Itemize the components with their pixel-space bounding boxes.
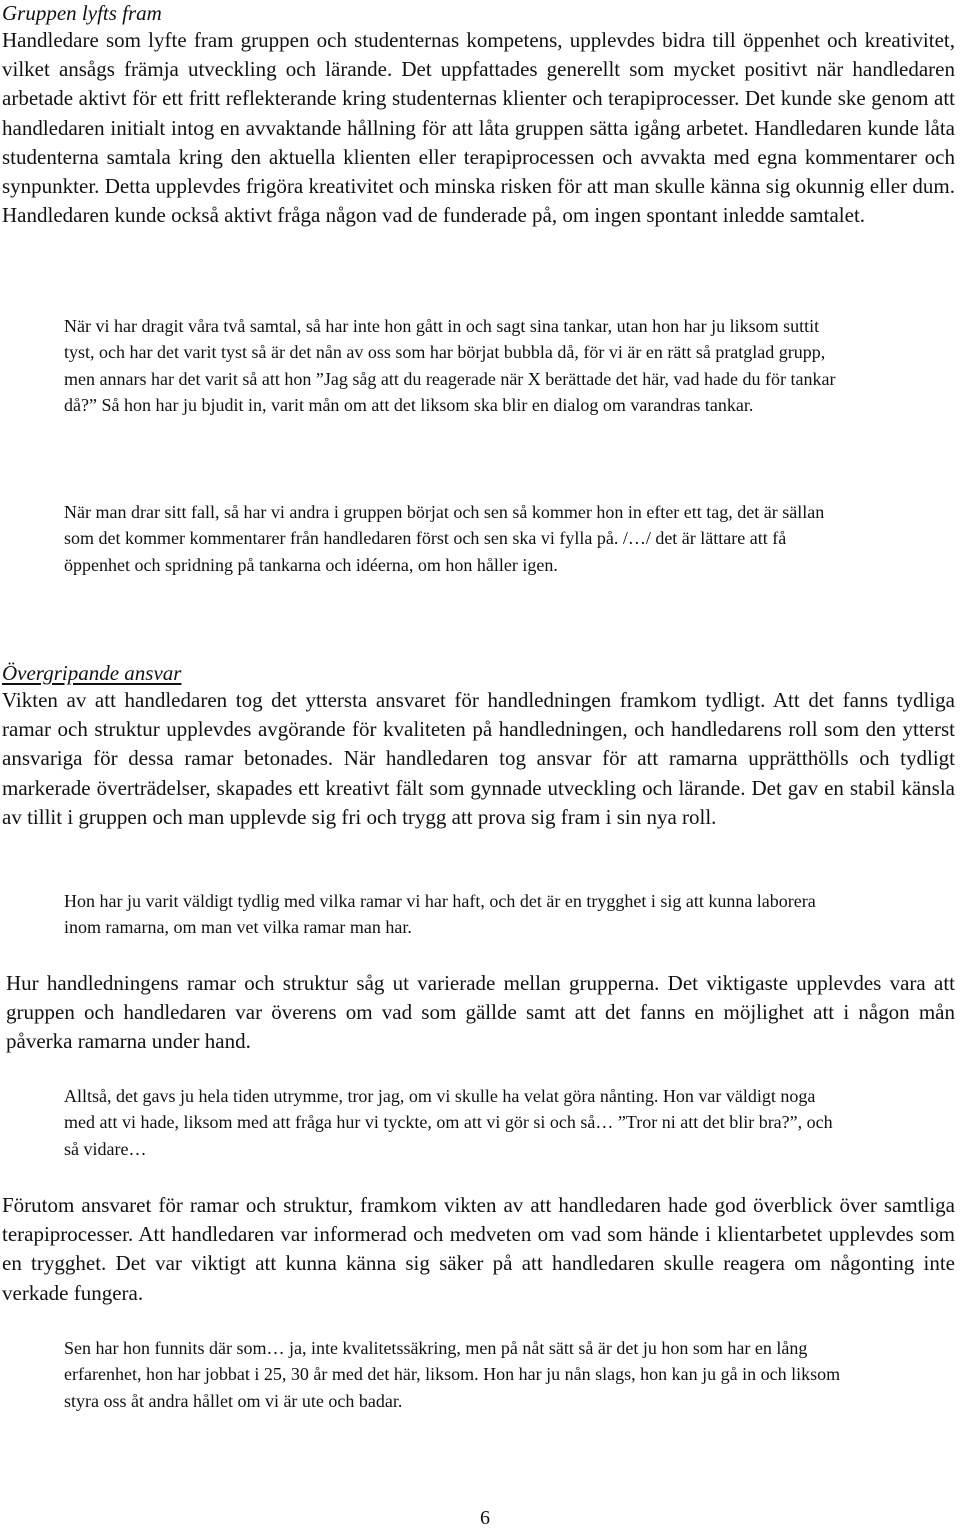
interview-quote: När vi har dragit våra två samtal, så har inte hon gått in och sagt sina tankar, utan hon har ju liksom suttit tyst, och har det varit tyst så är det nån av oss som har börjat bubbla då, för vi är en rätt så pratglad grupp, men annars har det varit så att hon ”Jag såg att du reagerade när X berättade det här, vad hade du för tankar då?” Så hon har ju bjudit in, varit mån om att det liksom ska blir en dialog om varandras tankar. <box>64 316 836 415</box>
interview-quote: Sen har hon funnits där som… ja, inte kvalitetssäkring, men på nåt sätt så är det ju hon som har en lång erfarenhet, hon har jobbat i 25, 30 år med det här, liksom. Hon har ju nån slags, hon kan ju gå in och liksom styra oss åt andra hållet om vi är ute och badar. <box>64 1338 841 1411</box>
body-paragraph: Hur handledningens ramar och struktur såg ut varierade mellan grupperna. Det viktigaste upplevdes vara att gruppen och handledaren var överens om vad som gällde samt att det fanns en möjlighet att i någon mån påverka ramarna under hand. <box>6 971 955 1054</box>
interview-quote: Hon har ju varit väldigt tydlig med vilka ramar vi har haft, och det är en trygghet i sig att kunna laborera inom ramarna, om man vet vilka ramar man har. <box>64 891 816 938</box>
body-paragraph: Vikten av att handledaren tog det yttersta ansvaret för handledningen framkom tydligt. Att det fanns tydliga ramar och struktur upplevdes avgörande för kvaliteten på handledningen, och handledarens roll som den ytterst ansvariga för dessa ramar betonades. När handledaren tog ansvar för att ramarna upprätthölls och tydligt markerade överträdelser, skapades ett kreativt fält som gynnade utveckling och lärande. Det gav en stabil känsla av tillit i gruppen och man upplevde sig fri och trygg att prova sig fram i sin nya roll. <box>2 688 955 829</box>
interview-quote: När man drar sitt fall, så har vi andra i gruppen börjat och sen så kommer hon in efter ett tag, det är sällan som det kommer kommentarer från handledaren först och sen ska vi fylla på. /…/ det är lättare att få öppenhet och spridning på tankarna och idéerna, om hon håller igen. <box>64 502 825 575</box>
page-number: 6 <box>480 1507 490 1529</box>
section-gruppen-lyfts-fram <box>2 0 955 230</box>
section-overgripande-ansvar <box>2 660 955 832</box>
section-heading: Gruppen lyfts fram <box>2 1 162 25</box>
section-heading: Övergripande ansvar <box>2 661 182 685</box>
body-paragraph: Handledare som lyfte fram gruppen och studenternas kompetens, upplevdes bidra till öppenhet och kreativitet, vilket ansågs främja utveckling och lärande. Det uppfattades generellt som mycket positivt när handledaren arbetade aktivt för ett fritt reflekterande kring studenternas klienter och terapiprocesser. Det kunde ske genom att handledaren initialt intog en avvaktande hållning för att låta gruppen sätta igång arbetet. Handledaren kunde låta studenterna samtala kring den aktuella klienten eller terapiprocessen och avvakta med egna kommentarer och synpunkter. Detta upplevdes frigöra kreativitet och minska risken för att man skulle känna sig okunnig eller dum. Handledaren kunde också aktivt fråga någon vad de funderade på, om ingen spontant inledde samtalet. <box>2 28 955 228</box>
interview-quote: Alltså, det gavs ju hela tiden utrymme, tror jag, om vi skulle ha velat göra nånting. Hon var väldigt noga med att vi hade, liksom med att fråga hur vi tyckte, om att vi gör si och så… ”Tror ni att det blir bra?”, och så vidare… <box>64 1086 833 1159</box>
body-paragraph: Förutom ansvaret för ramar och struktur, framkom vikten av att handledaren hade god överblick över samtliga terapiprocesser. Att handledaren var informerad och medveten om vad som hände i klientarbetet upplevdes som en trygghet. Det var viktigt att kunna känna sig säker på att handledaren skulle reagera om någonting inte verkade fungera. <box>2 1193 955 1305</box>
